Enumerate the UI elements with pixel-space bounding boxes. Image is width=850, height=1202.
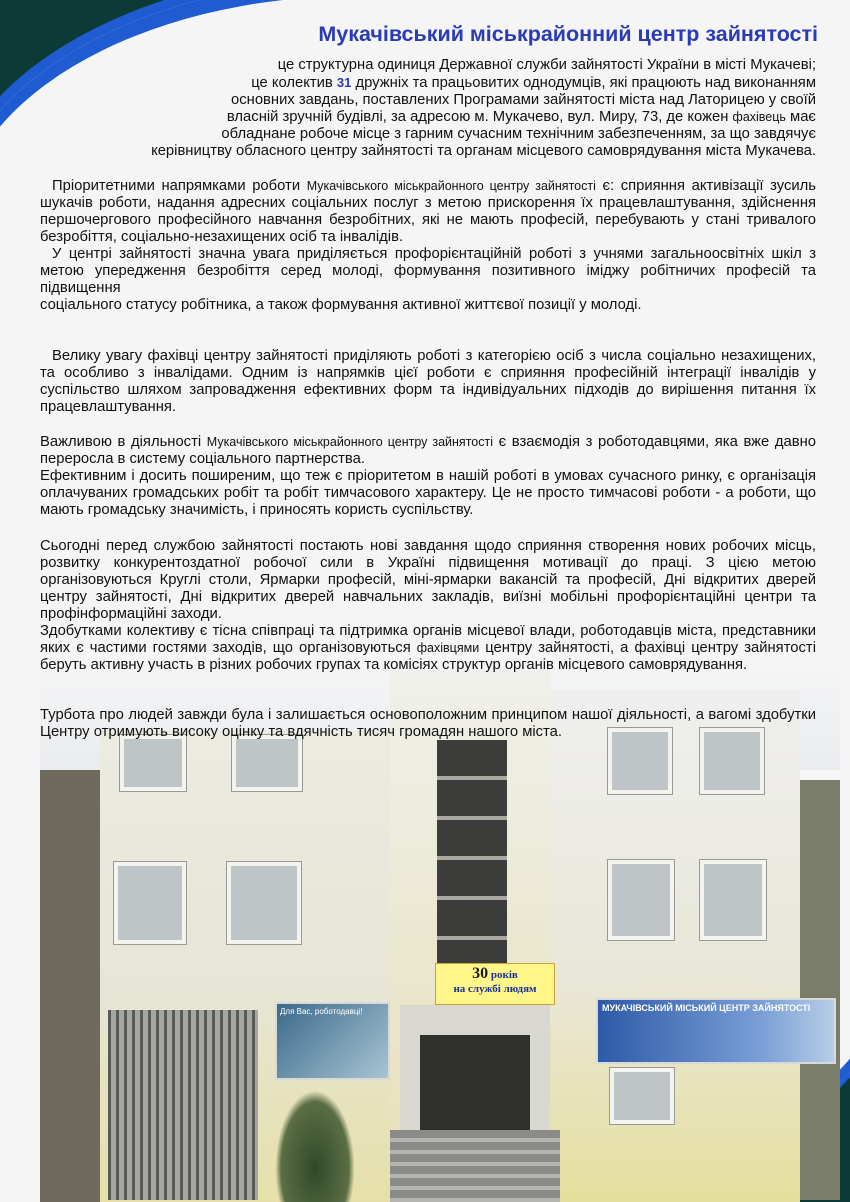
intro-line — [40, 74, 816, 92]
paragraph — [40, 434, 816, 468]
paragraph-text: є: сприяння активізації зусиль шукачів роботи, надання адресних соціальних послуг з метою прискорення їх працевлаштування, здійснення першочергового професійного навчання безробітних, які не мають професій, перебувають у стані тривалого безробіття, соціально-незахищених осіб та інвалідів. — [40, 178, 816, 245]
public-works-paragraph: Ефективним і досить поширеним, що теж є пріоритетом в нашій роботі в умовах сучасного ринку, є організація оплачуваних громадських робіт та робіт тимчасового характеру. Це не просто тимчасові роботи - а роботи, що мають громадську значимість, і приносять користь суспільству. — [40, 468, 816, 518]
photo-trees-right — [800, 780, 840, 1200]
paragraph-text: центру зайнятості беруть активну участь в різних робочих групах та комісіях структур органів місцевого самоврядування. — [40, 640, 816, 673]
employer-board — [275, 1002, 390, 1080]
specialists-inline: фахівцями — [416, 641, 480, 655]
entrance-door — [420, 1035, 530, 1145]
intro-line: керівництву обласного центру зайнятості та органам місцевого самоврядування міста Мукачева. — [151, 143, 816, 159]
paragraph: Сьогодні перед службою зайнятості постають нові завдання щодо сприяння створення нових робочих місць, розвитку конкурентоздатної робочої сили в Україні підвищення мотивації до праці. З цією метою організовуються Круглі столи, Ярмарки професій, міні-ярмарки вакансій та професій, Дні відкритих дверей центру зайнятості, Дні відкритих дверей навчальних закладів, виїзні мобільні профорієнтаційні центри та профінформаційні заходи. — [40, 538, 816, 622]
tower-glass — [437, 740, 507, 980]
intro-line: це структурна одиниця Державної служби зайнятості України в місті Мукачеві; — [277, 57, 816, 73]
intro-line: обладнане робоче місце з гарним сучасним технічним забезпеченням, за що завдячує — [221, 126, 816, 142]
priorities-paragraph — [40, 178, 816, 246]
new-tasks-section — [40, 538, 816, 674]
career-guidance-paragraph-end: соціального статусу робітника, а також формування активної життєвої позиції у молоді. — [40, 297, 642, 313]
center-sign-text: МУКАЧІВСЬКИЙ МІСЬКИЙ ЦЕНТР ЗАЙНЯТОСТІ — [602, 1003, 811, 1013]
intro-line: основних завдань, поставлених Програмами зайнятості міста над Латорицею у своїй — [231, 92, 816, 108]
center-name-inline: Мукачівського міськрайонного центру зайнятості — [306, 179, 596, 193]
paragraph-text: є взаємодія з роботодавцями, яка вже давно переросла в систему соціального партнерства. — [40, 434, 816, 467]
priorities-section — [40, 178, 816, 314]
specialists-inline: фахівці — [147, 348, 199, 364]
entrance-steps — [390, 1130, 560, 1202]
photo-shrub — [275, 1090, 355, 1202]
closing-paragraph: Турбота про людей завжди була і залишається основоположним принципом нашої діяльності, а вагомі здобутки Центру отримують високу оцінку та вдячність тисяч громадян нашого міста. — [40, 707, 816, 740]
intro-text: це колектив — [251, 75, 337, 91]
building-window — [608, 860, 674, 940]
center-name-inline: Мукачівського міськрайонного центру зайнятості — [206, 435, 493, 449]
disabled-support-paragraph — [40, 348, 816, 416]
paragraph-text: центру зайнятості, а — [479, 640, 635, 656]
center-sign-board — [596, 998, 836, 1064]
iron-gate — [108, 1010, 258, 1200]
paragraph-text: Пріоритетними напрямками роботи — [52, 178, 307, 194]
paragraph-text: Велику увагу — [52, 348, 148, 364]
building-window — [120, 735, 186, 791]
employers-section — [40, 434, 816, 519]
building-window — [700, 860, 766, 940]
paragraph-text: Важливою в діяльності — [40, 434, 207, 450]
intro-paragraph — [40, 57, 816, 160]
specialists-inline: фахівці — [634, 640, 686, 656]
banner-number: 30 — [472, 965, 489, 982]
paragraph-text: Здобутками колективу є тісна співпраці та підтримка органів місцевої влади, роботодавців міста, представники яких є частими гостями заходів, що організовуються — [40, 623, 816, 656]
building-window — [610, 1068, 674, 1124]
banner-years: років — [488, 969, 518, 981]
employer-board-text: Для Вас, роботодавці! — [280, 1007, 363, 1016]
staff-count: 31 — [336, 75, 352, 90]
anniversary-banner — [435, 963, 555, 1005]
paragraph-text: центру зайнятості приділяють роботі з категорією осіб з числа соціально незахищених, та особливо з інвалідами. Одним із напрямків цієї роботи є сприяння професійній інтеграції інвалідів у суспільство шляхом запровадження ефективних форм та індивідуальних підходів до вирішення питання їх працевлаштування. — [40, 348, 817, 415]
page-title: Мукачівський міськрайонний центр зайнятості — [318, 22, 818, 46]
intro-line — [40, 109, 816, 126]
intro-text: має — [785, 109, 816, 125]
intro-text: власній зручній будівлі, за адресою м. Мукачево, вул. Миру, 73, де кожен — [226, 109, 729, 125]
intro-text: дружніх та працьовитих однодумців, які працюють над виконанням — [351, 75, 816, 91]
building-window — [232, 735, 302, 791]
achievements-paragraph — [40, 623, 816, 674]
intro-specialist: фахівець — [732, 110, 786, 124]
building-window — [227, 862, 301, 944]
photo-trees-left — [40, 770, 100, 1202]
building-window — [114, 862, 186, 944]
career-guidance-paragraph: У центрі зайнятості значна увага приділяється профорієнтаційній роботі з учнями загальноосвітніх шкіл з метою упередження безробіття серед молоді, формування позитивного іміджу робітничих професій та підвищення — [40, 246, 816, 296]
paragraph — [40, 348, 816, 416]
banner-line2: на службі людям — [453, 983, 537, 996]
